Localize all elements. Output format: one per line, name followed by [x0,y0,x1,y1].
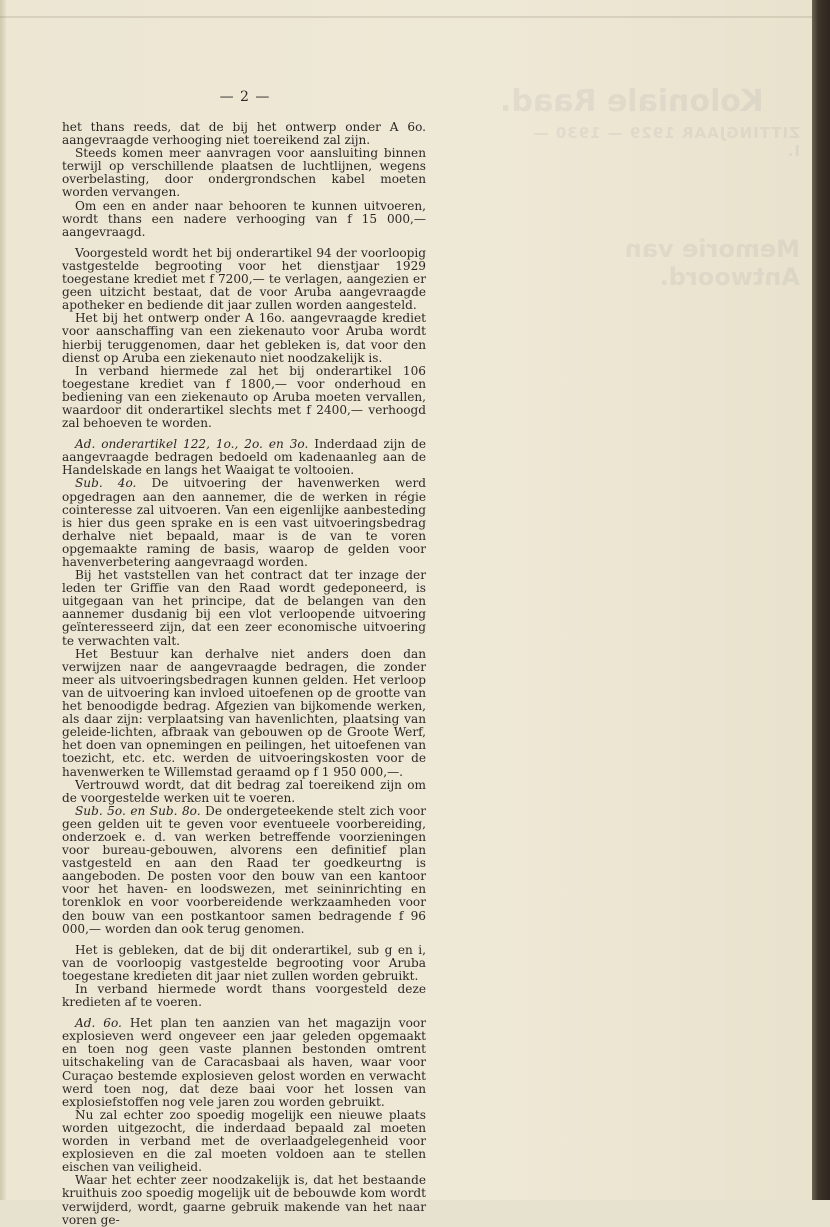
paragraph: Waar het echter zeer noodzakelijk is, dat het bestaande kruithuis zoo spoedig mogelijk uit de bebouwde kom wordt verwijderd, wordt, gaarne gebruik makende van het naar voren ge- [62,1173,426,1227]
paragraph: Ad. 6o. Het plan ten aanzien van het magazijn voor explosieven werd ongeveer een jaar geleden opgemaakt en toen nog geen vaste plannen bestonden omtrent uitschakeling van de Caracasbaai als haven, waar voor Curaçao bestemde explosieven gelost worden en verwacht werd toen nog, dat deze baai voor het lossen van explosiefstoffen nog vele jaren zou worden gebruikt. [62,1016,426,1109]
top-edge-shadow [0,16,812,18]
paragraph: Sub. 4o. De uitvoering der havenwerken werd opgedragen aan den aannemer, die de werken in régie cointeresse zal uitvoeren. Van een eigenlijke aanbesteding is hier dus geen sprake en is een vast uitvoeringsbedrag derhalve niet bepaald, maar is de van te voren opgemaakte raming de basis, waarop de gelden voor havenverbetering aangevraagd worden. [62,476,426,569]
paragraph-lead: Sub. 5o. en Sub. 8o. [75,803,201,818]
paragraph: Vertrouwd wordt, dat dit bedrag zal toereikend zijn om de voorgestelde werken uit te voeren. [62,777,426,805]
paragraph: Het bij het ontwerp onder A 16o. aangevraagde krediet voor aanschaffing van een ziekenauto voor Aruba wordt hierbij teruggenomen, daar het gebleken is, dat voor den dienst op Aruba een ziekenauto niet noodzakelijk is. [62,311,426,365]
paragraph: Om een en ander naar behooren te kunnen uitvoeren, wordt thans een nadere verhooging van f 15 000,— aangevraagd. [62,198,426,239]
paragraph: In verband hiermede wordt thans voorgesteld deze kredieten af te voeren. [62,982,426,1010]
paragraph: Bij het vaststellen van het contract dat ter inzage der leden ter Griffie van den Raad wordt gedeponeerd, is uitgegaan van het principe, dat de belangen van den aannemer dusdanig bij een vlot verloopende uitvoering geïnteresseerd zijn, dat een zeer economische uitvoering te verwachten valt. [62,568,426,648]
bleed-line-2: ZITTINGJAAR 1929 — 1930 — I. [532,124,800,160]
paragraph-lead: Ad. 6o. [75,1016,122,1031]
bleed-through-text [460,80,800,380]
binding-edge [0,0,6,1200]
paragraph: In verband hiermede zal het bij onderartikel 106 toegestane krediet van f 1800,— voor onderhoud en bediening van een ziekenauto op Aruba moeten vervallen, waardoor dit onderartikel slechts met f 2400,— verhoogd zal behoeven te worden. [62,363,426,431]
adjacent-page-edge [812,0,830,1200]
page-number: — 2 — [219,89,271,105]
bleed-line-3: Memorie van Antwoord. [624,235,800,291]
paragraph: Ad. onderartikel 122, 1o., 2o. en 3o. Inderdaad zijn de aangevraagde bedragen bedoeld om kadenaanleg aan de Handelskade en langs het Waaigat te voltooien. [62,437,426,478]
paragraph: Sub. 5o. en Sub. 8o. De ondergeteekende stelt zich voor geen gelden uit te geven voor eventueele voorbereiding, onderzoek e. d. van werken betreffende voorzieningen voor bureau-gebouwen, alvorens een definitief plan vastgesteld en aan den Raad ter goedkeurtng is aangeboden. De posten voor den bouw van een kantoor voor het haven- en loodswezen, met seininrichting en torenklok en voor voorbereidende werkzaamheden voor den bouw van een postkantoor samen bedragende f 96 000,— worden dan ook terug genomen. [62,803,427,936]
paragraph: Steeds komen meer aanvragen voor aansluiting binnen terwijl op verschillende plaatsen de luchtlijnen, wegens overbelasting, door ondergrondschen kabel moeten worden vervangen. [62,146,426,200]
paragraph: Nu zal echter zoo spoedig mogelijk een nieuwe plaats worden uitgezocht, die inderdaad bepaald zal moeten worden in verband met de overlaadgelegenheid voor explosieven en die zal moeten voldoen aan te stellen eischen van veiligheid. [62,1107,426,1175]
paragraph: Voorgesteld wordt het bij onderartikel 94 der voorloopig vastgestelde begrooting voor het dienstjaar 1929 toegestane krediet met f 7200,— te verlagen, aangezien er geen uitzicht bestaat, dat de voor Aruba aangevraagde apotheker en bediende dit jaar zullen worden aangesteld. [62,245,426,313]
bleed-line-1: Koloniale Raad. [500,84,764,119]
paragraph: Het Bestuur kan derhalve niet anders doen dan verwijzen naar de aangevraagde bedragen, die zonder meer als uitvoeringsbedragen kunnen gelden. Het verloop van de uitvoering kan invloed uitoefenen op de grootte van het benoodigde bedrag. Afgezien van bijkomende werken, als daar zijn: verplaatsing van havenlichten, plaatsing van geleide-lichten, afbraak van gebouwen op de Groote Werf, het doen van opnemingen en peilingen, het uitoefenen van toezicht, etc. etc. werden de uitvoeringskosten voor de havenwerken te Willemstad geraamd op f 1 950 000,—. [62,646,426,779]
body-text [62,121,426,1227]
paragraph: Het is gebleken, dat de bij dit onderartikel, sub g en i, van de voorloopig vastgestelde begrooting voor Aruba toegestane kredieten dit jaar niet zullen worden gebruikt. [62,942,426,983]
paragraph-lead: Ad. onderartikel 122, 1o., 2o. en 3o. [75,437,309,452]
paragraph-lead: Sub. 4o. [75,476,137,491]
paragraph: het thans reeds, dat de bij het ontwerp onder A 6o. aangevraagde verhooging niet toereikend zal zijn. [62,120,426,148]
